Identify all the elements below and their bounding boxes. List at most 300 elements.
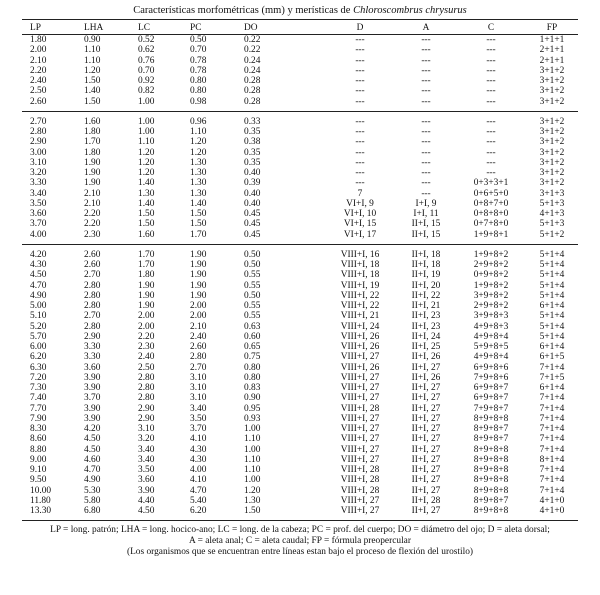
cell-d: VIII+I, 28 xyxy=(340,403,380,414)
cell-lp: 4.50 xyxy=(30,270,47,281)
cell-d: --- xyxy=(355,96,365,107)
cell-c: 6+9+8+7 xyxy=(473,383,509,393)
cell-pc: 2.70 xyxy=(190,362,207,373)
cell-a: II+I, 28 xyxy=(411,495,441,506)
cell-lp: 2.90 xyxy=(30,137,47,148)
cell-lc: 1.00 xyxy=(138,127,155,137)
cell-lha: 1.90 xyxy=(84,168,101,178)
cell-pc: 1.30 xyxy=(190,157,207,168)
cell-c: --- xyxy=(486,45,496,56)
cell-lp: 3.10 xyxy=(30,157,47,168)
cell-lc: 0.70 xyxy=(138,65,155,76)
cell-a: II+I, 24 xyxy=(411,331,441,342)
cell-lha: 2.30 xyxy=(84,229,101,240)
cell-pc: 2.00 xyxy=(190,301,207,311)
cell-do: 0.28 xyxy=(244,76,261,86)
footnote xyxy=(22,520,578,558)
cell-lp: 5.70 xyxy=(30,331,47,342)
cell-a: II+I, 21 xyxy=(411,301,441,311)
cell-lc: 1.50 xyxy=(138,209,155,219)
cell-pc: 2.40 xyxy=(190,331,207,342)
cell-d: VI+I, 9 xyxy=(346,198,374,209)
cell-lp: 2.40 xyxy=(30,76,47,86)
cell-lp: 4.90 xyxy=(30,290,47,301)
cell-lp: 2.70 xyxy=(30,116,47,127)
cell-d: VIII+I, 28 xyxy=(340,485,380,496)
cell-pc: 4.30 xyxy=(190,444,207,455)
header-fp: FP xyxy=(546,23,558,33)
cell-fp: 3+1+2 xyxy=(539,96,565,107)
cell-do: 1.10 xyxy=(244,465,261,475)
table-row xyxy=(22,189,578,199)
cell-lp: 3.70 xyxy=(30,219,47,230)
table-row xyxy=(22,158,578,168)
cell-lp: 4.20 xyxy=(30,249,47,260)
table-row xyxy=(22,178,578,188)
table-row xyxy=(22,86,578,96)
cell-lc: 0.52 xyxy=(138,35,155,45)
cell-lha: 2.70 xyxy=(84,311,101,322)
cell-do: 0.55 xyxy=(244,280,261,291)
morphometric-table-page xyxy=(22,4,578,558)
table-row xyxy=(22,230,578,240)
cell-a: II+I, 27 xyxy=(411,475,441,486)
table-row xyxy=(22,383,578,393)
cell-lc: 1.90 xyxy=(138,301,155,311)
cell-pc: 1.50 xyxy=(190,209,207,219)
table-row xyxy=(22,45,578,55)
cell-lp: 9.00 xyxy=(30,454,47,465)
header-lp: LP xyxy=(30,23,41,33)
cell-lp: 2.10 xyxy=(30,55,47,66)
cell-a: --- xyxy=(421,137,431,148)
cell-lc: 1.70 xyxy=(138,260,155,270)
cell-lp: 9.10 xyxy=(30,465,47,475)
cell-lha: 4.20 xyxy=(84,424,101,434)
cell-d: VIII+I, 26 xyxy=(340,331,380,342)
cell-lha: 3.60 xyxy=(84,362,101,373)
cell-do: 1.10 xyxy=(244,454,261,465)
header-c: C xyxy=(487,23,495,33)
cell-lp: 2.00 xyxy=(30,45,47,56)
cell-lha: 3.90 xyxy=(84,413,101,424)
cell-fp: 5+1+4 xyxy=(539,290,565,301)
cell-d: VIII+I, 27 xyxy=(340,383,380,393)
cell-do: 0.45 xyxy=(244,209,261,219)
cell-lp: 3.00 xyxy=(30,147,47,158)
cell-a: II+I, 20 xyxy=(411,280,441,291)
cell-a: --- xyxy=(421,178,431,189)
cell-c: --- xyxy=(486,137,496,148)
cell-do: 1.10 xyxy=(244,434,261,445)
cell-d: VIII+I, 26 xyxy=(340,362,380,373)
cell-c: 7+9+8+7 xyxy=(473,403,509,414)
cell-fp: 3+1+2 xyxy=(539,168,565,178)
cell-pc: 2.80 xyxy=(190,352,207,363)
cell-a: II+I, 15 xyxy=(411,229,441,240)
cell-c: 1+9+8+1 xyxy=(473,229,509,240)
cell-a: II+I, 22 xyxy=(411,290,441,301)
cell-a: --- xyxy=(421,35,431,45)
cell-lp: 9.50 xyxy=(30,475,47,486)
cell-a: --- xyxy=(421,45,431,56)
cell-pc: 1.90 xyxy=(190,270,207,281)
table-row xyxy=(22,363,578,373)
cell-lc: 1.80 xyxy=(138,270,155,281)
cell-a: --- xyxy=(421,65,431,76)
cell-do: 0.22 xyxy=(244,35,261,45)
cell-c: 2+9+8+2 xyxy=(473,260,509,270)
cell-lc: 2.80 xyxy=(138,383,155,393)
cell-c: 7+9+8+6 xyxy=(473,372,509,383)
cell-d: --- xyxy=(355,45,365,56)
table-row xyxy=(22,496,578,506)
cell-lc: 2.30 xyxy=(138,342,155,352)
cell-c: 0+6+5+0 xyxy=(473,188,509,199)
cell-lp: 2.50 xyxy=(30,86,47,97)
cell-pc: 0.70 xyxy=(190,45,207,56)
cell-lp: 6.30 xyxy=(30,362,47,373)
cell-fp: 7+1+4 xyxy=(539,485,565,496)
table-row xyxy=(22,117,578,127)
cell-pc: 3.70 xyxy=(190,424,207,434)
cell-d: VIII+I, 22 xyxy=(340,301,380,311)
cell-lp: 13.30 xyxy=(30,506,52,516)
cell-a: II+I, 27 xyxy=(411,413,441,424)
cell-a: II+I, 27 xyxy=(411,403,441,414)
table-row xyxy=(22,66,578,76)
cell-lp: 5.10 xyxy=(30,311,47,322)
cell-do: 1.30 xyxy=(244,495,261,506)
cell-c: 8+9+8+8 xyxy=(473,454,509,465)
cell-a: II+I, 27 xyxy=(411,454,441,465)
cell-lc: 2.80 xyxy=(138,393,155,404)
cell-lp: 2.80 xyxy=(30,127,47,137)
table-row xyxy=(22,424,578,434)
cell-c: 5+9+8+5 xyxy=(473,342,509,352)
cell-lc: 4.40 xyxy=(138,495,155,506)
cell-do: 0.55 xyxy=(244,311,261,322)
title-text: Características morfométricas (mm) y merísticas de xyxy=(133,5,354,16)
cell-lp: 1.80 xyxy=(30,35,47,45)
cell-pc: 0.80 xyxy=(190,76,207,86)
cell-d: --- xyxy=(355,86,365,97)
cell-pc: 6.20 xyxy=(190,506,207,516)
cell-lha: 2.80 xyxy=(84,301,101,311)
cell-c: --- xyxy=(486,116,496,127)
cell-d: VIII+I, 27 xyxy=(340,495,380,506)
cell-lp: 7.70 xyxy=(30,403,47,414)
cell-lha: 4.70 xyxy=(84,465,101,475)
cell-c: --- xyxy=(486,127,496,137)
cell-pc: 1.50 xyxy=(190,219,207,230)
cell-fp: 6+1+4 xyxy=(539,383,565,393)
cell-lc: 2.20 xyxy=(138,331,155,342)
cell-d: VI+I, 10 xyxy=(343,209,377,219)
cell-fp: 3+1+2 xyxy=(539,76,565,86)
cell-do: 0.28 xyxy=(244,86,261,97)
cell-lp: 4.30 xyxy=(30,260,47,270)
cell-lc: 1.20 xyxy=(138,147,155,158)
cell-pc: 1.90 xyxy=(190,260,207,270)
cell-d: --- xyxy=(355,147,365,158)
cell-c: --- xyxy=(486,157,496,168)
cell-c: --- xyxy=(486,86,496,97)
table-row xyxy=(22,137,578,147)
cell-pc: 0.50 xyxy=(190,35,207,45)
table-row xyxy=(22,76,578,86)
cell-lp: 6.20 xyxy=(30,352,47,363)
cell-lha: 1.90 xyxy=(84,178,101,189)
cell-a: II+I, 27 xyxy=(411,485,441,496)
cell-lha: 3.30 xyxy=(84,342,101,352)
header-lha: LHA xyxy=(84,23,104,33)
cell-do: 1.20 xyxy=(244,485,261,496)
cell-fp: 1+1+1 xyxy=(539,35,565,45)
cell-lc: 1.90 xyxy=(138,290,155,301)
cell-do: 1.50 xyxy=(244,506,261,516)
table-row xyxy=(22,199,578,209)
header-do: DO xyxy=(244,23,258,33)
cell-lc: 2.90 xyxy=(138,413,155,424)
cell-pc: 2.60 xyxy=(190,342,207,352)
cell-a: --- xyxy=(421,55,431,66)
cell-lc: 1.00 xyxy=(138,96,155,107)
cell-do: 0.80 xyxy=(244,372,261,383)
cell-a: --- xyxy=(421,188,431,199)
table-row xyxy=(22,373,578,383)
cell-lc: 2.40 xyxy=(138,352,155,363)
cell-lc: 3.40 xyxy=(138,444,155,455)
cell-do: 0.55 xyxy=(244,270,261,281)
cell-lp: 7.30 xyxy=(30,383,47,393)
cell-lha: 2.20 xyxy=(84,209,101,219)
cell-lc: 1.00 xyxy=(138,116,155,127)
table-row xyxy=(22,322,578,332)
table-row xyxy=(22,260,578,270)
cell-do: 0.90 xyxy=(244,393,261,404)
cell-a: II+I, 27 xyxy=(411,465,441,475)
table-row xyxy=(22,455,578,465)
cell-lp: 8.80 xyxy=(30,444,47,455)
cell-d: --- xyxy=(355,116,365,127)
cell-do: 0.24 xyxy=(244,55,261,66)
table-row xyxy=(22,270,578,280)
cell-lha: 2.60 xyxy=(84,249,101,260)
cell-lc: 1.70 xyxy=(138,249,155,260)
cell-fp: 7+1+4 xyxy=(539,465,565,475)
cell-lc: 3.60 xyxy=(138,475,155,486)
table-row xyxy=(22,291,578,301)
table-row xyxy=(22,434,578,444)
table-row xyxy=(22,250,578,260)
cell-lha: 4.50 xyxy=(84,444,101,455)
cell-d: VIII+I, 27 xyxy=(340,424,380,434)
cell-lha: 2.80 xyxy=(84,280,101,291)
cell-d: VIII+I, 27 xyxy=(340,506,380,516)
cell-d: --- xyxy=(355,55,365,66)
cell-c: --- xyxy=(486,76,496,86)
cell-lha: 1.40 xyxy=(84,86,101,97)
cell-c: --- xyxy=(486,55,496,66)
cell-fp: 7+1+5 xyxy=(539,372,565,383)
cell-lp: 4.70 xyxy=(30,280,47,291)
cell-lp: 4.00 xyxy=(30,229,47,240)
cell-pc: 1.90 xyxy=(190,290,207,301)
cell-c: --- xyxy=(486,168,496,178)
header-a: A xyxy=(422,23,430,33)
cell-fp: 7+1+4 xyxy=(539,393,565,404)
cell-pc: 4.10 xyxy=(190,434,207,445)
table-row xyxy=(22,148,578,158)
footnote-line-3: (Los organismos que se encuentran entre líneas estan bajo el proceso de flexión del urostilo) xyxy=(126,547,474,558)
cell-c: 3+9+8+3 xyxy=(473,311,509,322)
cell-lc: 2.00 xyxy=(138,321,155,332)
cell-a: II+I, 27 xyxy=(411,393,441,404)
cell-do: 1.00 xyxy=(244,424,261,434)
cell-c: 2+9+8+2 xyxy=(473,301,509,311)
cell-c: 4+9+8+4 xyxy=(473,352,509,363)
cell-lha: 2.10 xyxy=(84,188,101,199)
cell-do: 0.40 xyxy=(244,198,261,209)
cell-d: VIII+I, 28 xyxy=(340,475,380,486)
cell-c: 1+9+8+2 xyxy=(473,280,509,291)
cell-d: --- xyxy=(355,178,365,189)
cell-fp: 5+1+3 xyxy=(539,219,565,230)
cell-lp: 3.40 xyxy=(30,188,47,199)
cell-lha: 2.10 xyxy=(84,198,101,209)
cell-a: II+I, 27 xyxy=(411,506,441,516)
table-row xyxy=(22,486,578,496)
table-row xyxy=(22,332,578,342)
footnote-line-1: LP = long. patrón; LHA = long. hocico-ano; LC = long. de la cabeza; PC = prof. del cuerpo; DO = diámetro del ojo; D = aleta dorsal; xyxy=(50,525,550,536)
cell-c: 8+9+8+8 xyxy=(473,485,509,496)
cell-c: 0+9+8+2 xyxy=(473,270,509,281)
cell-pc: 4.30 xyxy=(190,454,207,465)
cell-do: 0.50 xyxy=(244,260,261,270)
cell-do: 0.35 xyxy=(244,147,261,158)
cell-c: 6+9+8+6 xyxy=(473,362,509,373)
species-name: Chloroscombrus chrysurus xyxy=(353,5,467,16)
table-row xyxy=(22,445,578,455)
cell-do: 0.50 xyxy=(244,249,261,260)
cell-c: 8+9+8+7 xyxy=(473,434,509,445)
cell-lc: 3.40 xyxy=(138,454,155,465)
cell-lp: 8.60 xyxy=(30,434,47,445)
cell-d: VIII+I, 28 xyxy=(340,465,380,475)
cell-lc: 1.90 xyxy=(138,280,155,291)
cell-pc: 0.80 xyxy=(190,86,207,97)
cell-a: II+I, 27 xyxy=(411,434,441,445)
cell-lp: 2.20 xyxy=(30,65,47,76)
cell-lha: 3.70 xyxy=(84,393,101,404)
cell-c: --- xyxy=(486,35,496,45)
cell-lha: 1.90 xyxy=(84,157,101,168)
cell-pc: 3.40 xyxy=(190,403,207,414)
cell-do: 0.35 xyxy=(244,157,261,168)
cell-d: --- xyxy=(355,76,365,86)
cell-pc: 5.40 xyxy=(190,495,207,506)
cell-lha: 5.80 xyxy=(84,495,101,506)
cell-lc: 0.76 xyxy=(138,55,155,66)
cell-lha: 3.30 xyxy=(84,352,101,363)
cell-a: --- xyxy=(421,86,431,97)
cell-lha: 2.90 xyxy=(84,331,101,342)
cell-c: 0+8+7+0 xyxy=(473,198,509,209)
table-row xyxy=(22,168,578,178)
cell-fp: 5+1+4 xyxy=(539,280,565,291)
cell-lp: 8.30 xyxy=(30,424,47,434)
cell-fp: 5+1+4 xyxy=(539,311,565,322)
cell-do: 0.63 xyxy=(244,321,261,332)
cell-lc: 1.50 xyxy=(138,219,155,230)
cell-fp: 8+1+4 xyxy=(539,454,565,465)
cell-a: II+I, 26 xyxy=(411,372,441,383)
cell-fp: 6+1+5 xyxy=(539,352,565,363)
cell-d: VIII+I, 27 xyxy=(340,372,380,383)
cell-d: VIII+I, 27 xyxy=(340,434,380,445)
footnote-line-2: A = aleta anal; C = aleta caudal; FP = fórmula preopercular xyxy=(189,536,411,547)
cell-lha: 6.80 xyxy=(84,506,101,516)
cell-lp: 11.80 xyxy=(30,495,51,506)
cell-d: --- xyxy=(355,137,365,148)
cell-pc: 1.20 xyxy=(190,137,207,148)
cell-fp: 2+1+1 xyxy=(539,55,565,66)
cell-lc: 2.90 xyxy=(138,403,155,414)
cell-lc: 0.62 xyxy=(138,45,155,56)
cell-d: --- xyxy=(355,127,365,137)
cell-a: II+I, 25 xyxy=(411,342,441,352)
cell-do: 0.95 xyxy=(244,403,261,414)
cell-d: VIII+I, 27 xyxy=(340,352,380,363)
cell-fp: 5+1+4 xyxy=(539,260,565,270)
table-row xyxy=(22,35,578,46)
cell-fp: 7+1+4 xyxy=(539,475,565,486)
cell-do: 0.45 xyxy=(244,229,261,240)
cell-do: 0.83 xyxy=(244,383,261,393)
cell-a: II+I, 27 xyxy=(411,383,441,393)
cell-c: 8+9+8+8 xyxy=(473,465,509,475)
cell-fp: 3+1+2 xyxy=(539,65,565,76)
header-pc: PC xyxy=(190,23,202,33)
cell-pc: 1.70 xyxy=(190,229,207,240)
cell-fp: 3+1+2 xyxy=(539,147,565,158)
table-row xyxy=(22,127,578,137)
cell-a: --- xyxy=(421,147,431,158)
cell-lp: 2.60 xyxy=(30,96,47,107)
cell-do: 0.80 xyxy=(244,362,261,373)
cell-lha: 1.20 xyxy=(84,65,101,76)
table-row xyxy=(22,301,578,311)
cell-fp: 3+1+2 xyxy=(539,127,565,137)
cell-lp: 3.50 xyxy=(30,198,47,209)
cell-c: 6+9+8+7 xyxy=(473,393,509,404)
cell-a: II+I, 15 xyxy=(411,219,441,230)
cell-c: 0+3+3+1 xyxy=(473,178,509,189)
cell-pc: 1.40 xyxy=(190,198,207,209)
cell-lha: 1.10 xyxy=(84,45,101,56)
cell-d: --- xyxy=(355,168,365,178)
cell-lha: 2.60 xyxy=(84,260,101,270)
cell-pc: 3.10 xyxy=(190,383,207,393)
cell-lp: 5.00 xyxy=(30,301,47,311)
cell-c: 8+9+8+7 xyxy=(473,424,509,434)
cell-lp: 7.40 xyxy=(30,393,47,404)
table-row xyxy=(22,475,578,485)
cell-lha: 1.50 xyxy=(84,76,101,86)
cell-lha: 5.30 xyxy=(84,485,101,496)
cell-pc: 0.78 xyxy=(190,65,207,76)
